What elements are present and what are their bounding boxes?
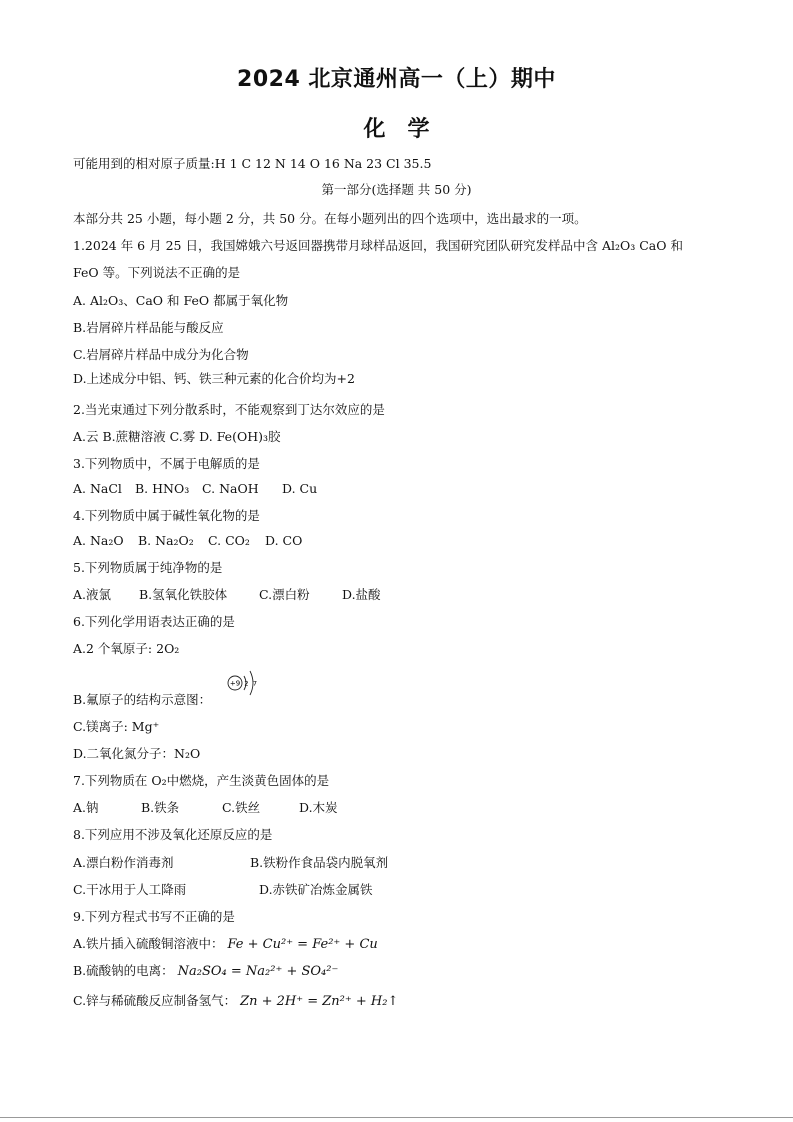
q9-option-a <box>73 936 378 953</box>
q7-options <box>73 800 338 816</box>
q3-options <box>73 481 317 497</box>
q5-option-d: D.盐酸 <box>342 587 381 602</box>
part1-instruction: 本部分共 25 小题，每小题 2 分，共 50 分。在每小题列出的四个选项中，选出最求的一项。 <box>73 211 587 226</box>
q6-option-c: C.镁离子: Mg⁺ <box>73 719 160 734</box>
atomic-masses: 可能用到的相对原子质量:H 1 C 12 N 14 O 16 Na 23 Cl 35.5 <box>73 156 432 171</box>
subject-title: 化 学 <box>363 117 430 142</box>
q3-option-c: C. NaOH <box>202 481 259 496</box>
q1-option-c: C.岩屑碎片样品中成分为化合物 <box>73 347 249 362</box>
q8-option-d: D.赤铁矿冶炼金属铁 <box>259 882 373 897</box>
q7-option-b: B.铁条 <box>141 800 180 815</box>
q4-option-c: C. CO₂ <box>208 533 250 548</box>
atom-nucleus-charge: +9 <box>229 679 241 688</box>
q3-stem: 3.下列物质中，不属于电解质的是 <box>73 456 260 471</box>
q1-option-a: A. Al₂O₃、CaO 和 FeO 都属于氧化物 <box>73 293 289 308</box>
q9-stem: 9.下列方程式书写不正确的是 <box>73 909 235 924</box>
q5-option-a: A.液氯 <box>73 587 112 602</box>
q4-option-d: D. CO <box>265 533 303 548</box>
fluorine-atom-diagram-icon <box>225 666 261 700</box>
q5-stem: 5.下列物质属于纯净物的是 <box>73 560 223 575</box>
q5-option-c: C.漂白粉 <box>259 587 310 602</box>
page-bottom-divider <box>0 1117 793 1118</box>
q7-stem: 7.下列物质在 O₂中燃烧，产生淡黄色固体的是 <box>73 773 330 788</box>
q1-option-b: B.岩屑碎片样品能与酸反应 <box>73 320 224 335</box>
q8-options-row1 <box>73 855 388 871</box>
q9-option-b <box>73 963 338 980</box>
q4-stem: 4.下列物质中属于碱性氧化物的是 <box>73 508 260 523</box>
q4-options <box>73 533 302 549</box>
exam-title: 2024 北京通州高一（上）期中 <box>237 67 556 92</box>
q9-option-b-label: B.硫酸钠的电离： <box>73 963 174 978</box>
q1-stem-line2: FeO 等。下列说法不正确的是 <box>73 265 241 280</box>
q1-option-d: D.上述成分中铝、钙、铁三种元素的化合价均为+2 <box>73 371 355 386</box>
q9-option-a-label: A.铁片插入硫酸铜溶液中： <box>73 936 224 951</box>
q1-stem-line1: 1.2024 年 6 月 25 日，我国嫦娥六号返回器携带月球样品返回，我国研究团队研究发样品中含 Al₂O₃ CaO 和 <box>73 238 683 253</box>
q9-option-a-equation: Fe + Cu²⁺ = Fe²⁺ + Cu <box>227 937 378 952</box>
q6-option-b: B.氟原子的结构示意图： <box>73 692 212 707</box>
q8-stem: 8.下列应用不涉及氧化还原反应的是 <box>73 827 273 842</box>
q7-option-c: C.铁丝 <box>222 800 261 815</box>
q9-option-c-equation: Zn + 2H⁺ = Zn²⁺ + H₂↑ <box>240 994 399 1009</box>
q8-options-row2 <box>73 882 373 898</box>
q2-stem: 2.当光束通过下列分散系时，不能观察到丁达尔效应的是 <box>73 402 385 417</box>
q4-option-a: A. Na₂O <box>73 533 124 548</box>
q9-option-b-equation: Na₂SO₄ = Na₂²⁺ + SO₄²⁻ <box>177 964 339 979</box>
q3-option-d: D. Cu <box>282 481 318 496</box>
q6-option-a: A.2 个氧原子: 2O₂ <box>73 641 180 656</box>
q8-option-b: B.铁粉作食品袋内脱氧剂 <box>250 855 389 870</box>
atom-shell-1-electrons: 2 <box>244 679 249 688</box>
q7-option-d: D.木炭 <box>299 800 338 815</box>
part1-heading: 第一部分(选择题 共 50 分) <box>321 182 472 197</box>
q9-option-c <box>73 993 398 1010</box>
q2-options: A.云 B.蔗糖溶液 C.雾 D. Fe(OH)₃胶 <box>73 429 281 444</box>
q7-option-a: A.钠 <box>73 800 99 815</box>
q3-option-b: B. HNO₃ <box>135 481 190 496</box>
q5-options <box>73 587 381 603</box>
q6-stem: 6.下列化学用语表达正确的是 <box>73 614 235 629</box>
q6-option-d: D.二氧化氮分子：N₂O <box>73 746 201 761</box>
atom-shell-2-electrons: 7 <box>252 679 258 688</box>
q9-option-c-label: C.锌与稀硫酸反应制备氢气： <box>73 993 237 1008</box>
q3-option-a: A. NaCl <box>73 481 122 496</box>
q5-option-b: B.氢氧化铁胶体 <box>139 587 228 602</box>
q4-option-b: B. Na₂O₂ <box>138 533 194 548</box>
q8-option-c: C.干冰用于人工降雨 <box>73 882 187 897</box>
q8-option-a: A.漂白粉作消毒剂 <box>73 855 174 870</box>
